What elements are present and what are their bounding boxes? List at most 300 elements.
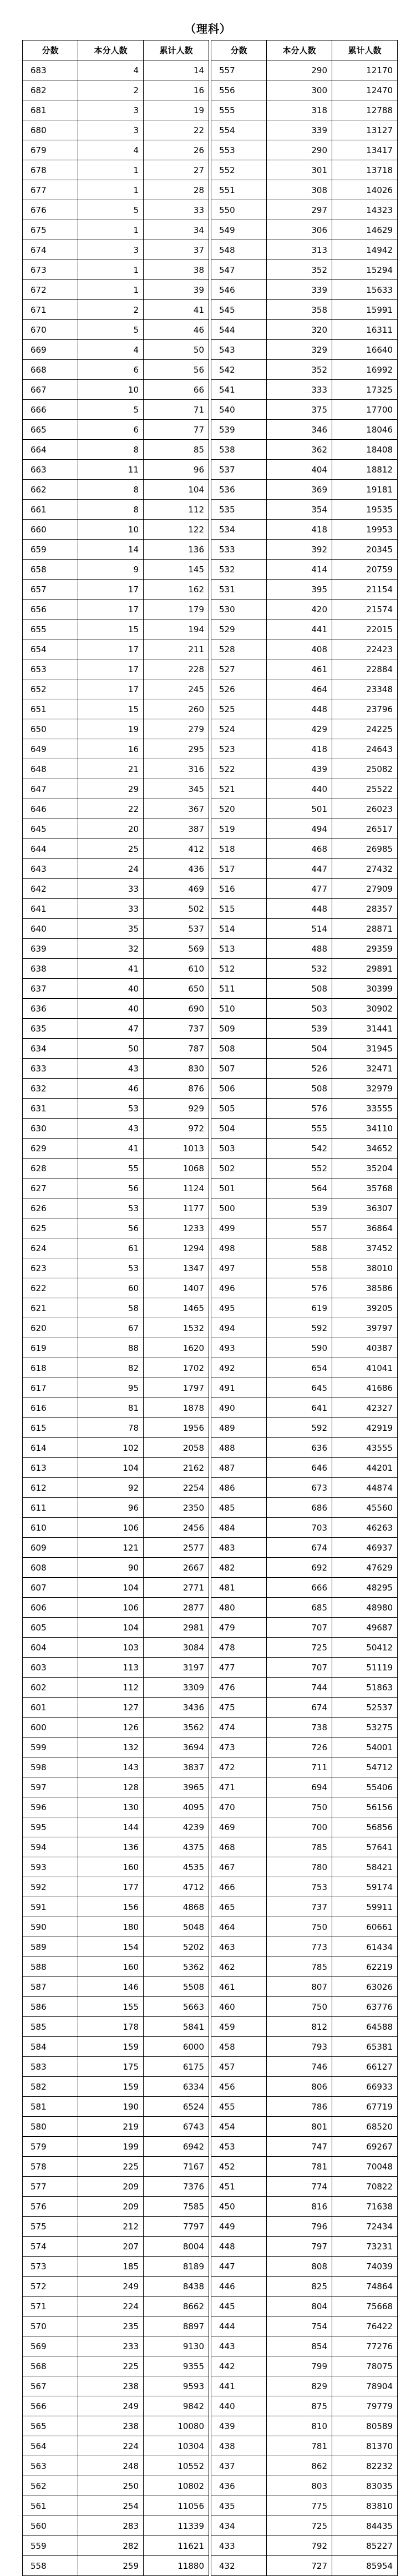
table-row	[23, 2536, 209, 2556]
table-row	[23, 1338, 209, 1358]
cell-count: 392	[267, 540, 332, 560]
cell-cumulative: 15991	[332, 300, 398, 320]
cell-count: 106	[78, 1598, 144, 1618]
cell-cumulative: 972	[144, 1119, 209, 1139]
cell-count: 6	[78, 360, 144, 380]
cell-cumulative: 46937	[332, 1538, 398, 1558]
cell-score: 551	[211, 180, 267, 200]
table-row	[23, 659, 209, 679]
cell-count: 785	[267, 1957, 332, 1977]
cell-count: 177	[78, 1877, 144, 1897]
cell-count: 22	[78, 799, 144, 819]
cell-count: 781	[267, 2436, 332, 2456]
cell-count: 155	[78, 1997, 144, 2017]
cell-score: 519	[211, 819, 267, 839]
cell-cumulative: 32471	[332, 1059, 398, 1079]
cell-score: 605	[23, 1618, 78, 1638]
cell-cumulative: 537	[144, 919, 209, 939]
cell-cumulative: 44201	[332, 1458, 398, 1478]
cell-score: 539	[211, 420, 267, 440]
table-row	[23, 2296, 209, 2316]
cell-cumulative: 1177	[144, 1198, 209, 1218]
table-row	[211, 799, 398, 819]
cell-count: 238	[78, 2376, 144, 2396]
table-row	[23, 440, 209, 460]
cell-score: 445	[211, 2296, 267, 2316]
table-row	[211, 2197, 398, 2217]
cell-count: 15	[78, 699, 144, 719]
cell-cumulative: 60661	[332, 1917, 398, 1937]
cell-count: 9	[78, 560, 144, 580]
cell-cumulative: 30399	[332, 979, 398, 999]
table-row	[23, 979, 209, 999]
table-row	[211, 739, 398, 759]
cell-count: 41	[78, 959, 144, 979]
cell-cumulative: 8004	[144, 2237, 209, 2257]
cell-score: 463	[211, 1937, 267, 1957]
table-row	[23, 699, 209, 719]
cell-cumulative: 4712	[144, 1877, 209, 1897]
table-row	[211, 180, 398, 200]
cell-score: 442	[211, 2356, 267, 2376]
table-row	[23, 1498, 209, 1518]
cell-score: 647	[23, 779, 78, 799]
cell-score: 460	[211, 1997, 267, 2017]
cell-cumulative: 6942	[144, 2137, 209, 2157]
table-row	[23, 1059, 209, 1079]
table-row	[211, 1777, 398, 1797]
cell-cumulative: 5841	[144, 2017, 209, 2037]
table-row	[211, 1877, 398, 1897]
table-row	[211, 1178, 398, 1198]
cell-cumulative: 34652	[332, 1139, 398, 1159]
cell-count: 1	[78, 180, 144, 200]
table-row	[23, 520, 209, 540]
cell-cumulative: 279	[144, 719, 209, 739]
cell-count: 249	[78, 2396, 144, 2416]
cell-score: 509	[211, 1019, 267, 1039]
cell-cumulative: 67719	[332, 2097, 398, 2117]
table-row	[23, 1119, 209, 1139]
cell-score: 649	[23, 739, 78, 759]
cell-cumulative: 54712	[332, 1757, 398, 1777]
cell-cumulative: 81370	[332, 2436, 398, 2456]
cell-score: 468	[211, 1837, 267, 1857]
table-row	[23, 639, 209, 659]
cell-cumulative: 502	[144, 899, 209, 919]
cell-count: 588	[267, 1238, 332, 1258]
cell-count: 501	[267, 799, 332, 819]
table-row	[211, 1937, 398, 1957]
cell-cumulative: 17325	[332, 380, 398, 400]
cell-count: 20	[78, 819, 144, 839]
table-row	[23, 1678, 209, 1698]
cell-score: 565	[23, 2416, 78, 2436]
table-row	[211, 1378, 398, 1398]
table-row	[211, 1318, 398, 1338]
cell-count: 47	[78, 1019, 144, 1039]
cell-cumulative: 245	[144, 679, 209, 699]
cell-count: 19	[78, 719, 144, 739]
table-row	[23, 2396, 209, 2416]
table-row	[211, 360, 398, 380]
cell-score: 545	[211, 300, 267, 320]
table-row	[23, 1598, 209, 1618]
cell-score: 448	[211, 2237, 267, 2257]
header-score: 分数	[211, 40, 267, 60]
cell-cumulative: 4095	[144, 1797, 209, 1817]
cell-score: 524	[211, 719, 267, 739]
cell-cumulative: 12788	[332, 100, 398, 120]
cell-count: 146	[78, 1977, 144, 1997]
table-row	[211, 879, 398, 899]
cell-cumulative: 1797	[144, 1378, 209, 1398]
cell-cumulative: 3309	[144, 1678, 209, 1698]
table-row	[23, 2336, 209, 2356]
cell-score: 469	[211, 1817, 267, 1837]
table-row	[23, 879, 209, 899]
cell-score: 603	[23, 1658, 78, 1678]
table-row	[23, 2137, 209, 2157]
cell-count: 558	[267, 1258, 332, 1278]
cell-cumulative: 14629	[332, 220, 398, 240]
cell-score: 527	[211, 659, 267, 679]
cell-score: 625	[23, 1218, 78, 1238]
cell-cumulative: 6175	[144, 2057, 209, 2077]
cell-cumulative: 41686	[332, 1378, 398, 1398]
cell-cumulative: 929	[144, 1099, 209, 1119]
table-row	[211, 2536, 398, 2556]
cell-score: 594	[23, 1837, 78, 1857]
table-row	[23, 1658, 209, 1678]
cell-score: 663	[23, 460, 78, 480]
cell-score: 566	[23, 2396, 78, 2416]
cell-count: 408	[267, 639, 332, 659]
cell-count: 447	[267, 859, 332, 879]
cell-count: 694	[267, 1777, 332, 1797]
cell-count: 29	[78, 779, 144, 799]
table-row	[23, 220, 209, 240]
cell-score: 535	[211, 500, 267, 520]
cell-cumulative: 41	[144, 300, 209, 320]
table-row	[23, 560, 209, 580]
cell-count: 754	[267, 2316, 332, 2336]
cell-count: 508	[267, 979, 332, 999]
table-row	[211, 80, 398, 100]
cell-cumulative: 11880	[144, 2556, 209, 2576]
table-row	[23, 1698, 209, 1718]
cell-count: 318	[267, 100, 332, 120]
table-row	[23, 2197, 209, 2217]
cell-count: 753	[267, 1877, 332, 1897]
table-row	[23, 380, 209, 400]
page-title: （理科）	[185, 22, 231, 35]
cell-cumulative: 74039	[332, 2257, 398, 2277]
table-row	[23, 1278, 209, 1298]
cell-count: 439	[267, 759, 332, 779]
cell-count: 514	[267, 919, 332, 939]
cell-cumulative: 20759	[332, 560, 398, 580]
cell-count: 725	[267, 2516, 332, 2536]
cell-score: 461	[211, 1977, 267, 1997]
table-row	[23, 480, 209, 500]
cell-count: 128	[78, 1777, 144, 1797]
table-row	[211, 340, 398, 360]
table-row	[23, 1817, 209, 1837]
table-row	[211, 2257, 398, 2277]
cell-cumulative: 37	[144, 240, 209, 260]
cell-cumulative: 3197	[144, 1658, 209, 1678]
cell-count: 112	[78, 1678, 144, 1698]
cell-cumulative: 9355	[144, 2356, 209, 2376]
table-row	[23, 1638, 209, 1658]
cell-count: 792	[267, 2536, 332, 2556]
cell-cumulative: 30902	[332, 999, 398, 1019]
cell-score: 466	[211, 1877, 267, 1897]
cell-cumulative: 6524	[144, 2097, 209, 2117]
table-row	[23, 1418, 209, 1438]
cell-score: 651	[23, 699, 78, 719]
cell-cumulative: 22	[144, 120, 209, 140]
table-row	[211, 1538, 398, 1558]
cell-cumulative: 24225	[332, 719, 398, 739]
cell-score: 562	[23, 2476, 78, 2496]
table-row	[211, 1418, 398, 1438]
cell-cumulative: 42919	[332, 1418, 398, 1438]
cell-count: 539	[267, 1019, 332, 1039]
cell-score: 496	[211, 1278, 267, 1298]
cell-count: 106	[78, 1518, 144, 1538]
cell-cumulative: 112	[144, 500, 209, 520]
cell-cumulative: 2771	[144, 1578, 209, 1598]
cell-count: 82	[78, 1358, 144, 1378]
cell-count: 429	[267, 719, 332, 739]
cell-score: 559	[23, 2536, 78, 2556]
cell-count: 5	[78, 400, 144, 420]
cell-count: 557	[267, 1218, 332, 1238]
cell-count: 58	[78, 1298, 144, 1318]
cell-count: 806	[267, 2077, 332, 2097]
cell-score: 593	[23, 1857, 78, 1877]
cell-score: 683	[23, 60, 78, 80]
cell-cumulative: 28871	[332, 919, 398, 939]
table-row	[211, 2057, 398, 2077]
cell-cumulative: 69267	[332, 2137, 398, 2157]
table-row	[23, 80, 209, 100]
cell-count: 224	[78, 2436, 144, 2456]
cell-count: 143	[78, 1757, 144, 1777]
table-row	[23, 1737, 209, 1757]
cell-score: 481	[211, 1578, 267, 1598]
cell-count: 238	[78, 2416, 144, 2436]
cell-cumulative: 8438	[144, 2277, 209, 2296]
table-row	[211, 1238, 398, 1258]
table-row	[23, 899, 209, 919]
cell-cumulative: 70048	[332, 2157, 398, 2177]
cell-score: 592	[23, 1877, 78, 1897]
cell-count: 306	[267, 220, 332, 240]
table-row	[23, 240, 209, 260]
cell-cumulative: 16311	[332, 320, 398, 340]
cell-score: 588	[23, 1957, 78, 1977]
cell-cumulative: 76422	[332, 2316, 398, 2336]
cell-cumulative: 3084	[144, 1638, 209, 1658]
cell-cumulative: 7797	[144, 2217, 209, 2237]
cell-score: 621	[23, 1298, 78, 1318]
table-row	[23, 2476, 209, 2496]
cell-score: 561	[23, 2496, 78, 2516]
table-row	[23, 460, 209, 480]
cell-cumulative: 36307	[332, 1198, 398, 1218]
cell-score: 587	[23, 1977, 78, 1997]
cell-score: 662	[23, 480, 78, 500]
table-row	[211, 839, 398, 859]
cell-cumulative: 78904	[332, 2376, 398, 2396]
table-row	[211, 1278, 398, 1298]
cell-score: 450	[211, 2197, 267, 2217]
cell-score: 470	[211, 1797, 267, 1817]
cell-cumulative: 43555	[332, 1438, 398, 1458]
cell-cumulative: 27	[144, 160, 209, 180]
cell-cumulative: 37452	[332, 1238, 398, 1258]
table-row	[211, 240, 398, 260]
cell-cumulative: 737	[144, 1019, 209, 1039]
cell-cumulative: 58421	[332, 1857, 398, 1877]
cell-score: 677	[23, 180, 78, 200]
cell-score: 613	[23, 1458, 78, 1478]
cell-cumulative: 52537	[332, 1698, 398, 1718]
cell-cumulative: 16640	[332, 340, 398, 360]
cell-score: 609	[23, 1538, 78, 1558]
cell-score: 572	[23, 2277, 78, 2296]
cell-cumulative: 876	[144, 1079, 209, 1099]
cell-cumulative: 136	[144, 540, 209, 560]
cell-score: 478	[211, 1638, 267, 1658]
table-row	[211, 560, 398, 580]
cell-score: 512	[211, 959, 267, 979]
cell-count: 21	[78, 759, 144, 779]
cell-count: 674	[267, 1538, 332, 1558]
cell-count: 56	[78, 1178, 144, 1198]
table-row	[23, 1318, 209, 1338]
cell-count: 825	[267, 2277, 332, 2296]
cell-score: 447	[211, 2257, 267, 2277]
table-row	[23, 2117, 209, 2137]
cell-count: 53	[78, 1258, 144, 1278]
table-row	[23, 2157, 209, 2177]
cell-score: 502	[211, 1159, 267, 1178]
cell-cumulative: 22015	[332, 619, 398, 639]
cell-score: 608	[23, 1558, 78, 1578]
cell-cumulative: 96	[144, 460, 209, 480]
cell-count: 190	[78, 2097, 144, 2117]
cell-count: 744	[267, 1678, 332, 1698]
table-row	[211, 1977, 398, 1997]
table-header-row	[23, 40, 209, 60]
cell-score: 618	[23, 1358, 78, 1378]
cell-cumulative: 14323	[332, 200, 398, 220]
cell-cumulative: 36864	[332, 1218, 398, 1238]
cell-count: 55	[78, 1159, 144, 1178]
cell-score: 474	[211, 1718, 267, 1737]
cell-score: 552	[211, 160, 267, 180]
cell-cumulative: 68520	[332, 2117, 398, 2137]
cell-cumulative: 19181	[332, 480, 398, 500]
cell-count: 17	[78, 599, 144, 619]
table-row	[23, 1258, 209, 1278]
cell-cumulative: 73231	[332, 2237, 398, 2257]
cell-cumulative: 64588	[332, 2017, 398, 2037]
cell-score: 538	[211, 440, 267, 460]
cell-cumulative: 367	[144, 799, 209, 819]
cell-count: 248	[78, 2456, 144, 2476]
cell-count: 17	[78, 639, 144, 659]
table-row	[211, 160, 398, 180]
cell-score: 612	[23, 1478, 78, 1498]
cell-cumulative: 38586	[332, 1278, 398, 1298]
cell-count: 56	[78, 1218, 144, 1238]
cell-cumulative: 1233	[144, 1218, 209, 1238]
cell-cumulative: 19953	[332, 520, 398, 540]
cell-score: 586	[23, 1997, 78, 2017]
table-row	[211, 979, 398, 999]
cell-count: 797	[267, 2237, 332, 2257]
table-row	[211, 2416, 398, 2436]
cell-cumulative: 35768	[332, 1178, 398, 1198]
table-row	[211, 420, 398, 440]
cell-count: 8	[78, 440, 144, 460]
cell-score: 517	[211, 859, 267, 879]
cell-score: 482	[211, 1558, 267, 1578]
table-row	[23, 2077, 209, 2097]
cell-cumulative: 27909	[332, 879, 398, 899]
cell-score: 435	[211, 2496, 267, 2516]
table-row	[211, 520, 398, 540]
cell-score: 657	[23, 580, 78, 599]
cell-cumulative: 39797	[332, 1318, 398, 1338]
table-row	[211, 60, 398, 80]
table-row	[211, 260, 398, 280]
cell-score: 580	[23, 2117, 78, 2137]
cell-cumulative: 23796	[332, 699, 398, 719]
cell-cumulative: 260	[144, 699, 209, 719]
cell-cumulative: 31945	[332, 1039, 398, 1059]
cell-cumulative: 2981	[144, 1618, 209, 1638]
cell-cumulative: 84435	[332, 2516, 398, 2536]
header-cumulative: 累计人数	[144, 40, 209, 60]
cell-count: 799	[267, 2356, 332, 2376]
cell-score: 549	[211, 220, 267, 240]
cell-count: 750	[267, 1917, 332, 1937]
cell-cumulative: 145	[144, 560, 209, 580]
cell-score: 604	[23, 1638, 78, 1658]
table-row	[211, 1957, 398, 1977]
cell-score: 596	[23, 1797, 78, 1817]
cell-count: 301	[267, 160, 332, 180]
table-row	[211, 1817, 398, 1837]
table-row	[211, 2097, 398, 2117]
cell-cumulative: 24643	[332, 739, 398, 759]
cell-count: 3	[78, 120, 144, 140]
table-row	[23, 2356, 209, 2376]
table-row	[211, 1897, 398, 1917]
cell-count: 686	[267, 1498, 332, 1518]
cell-cumulative: 3837	[144, 1757, 209, 1777]
cell-count: 793	[267, 2037, 332, 2057]
table-row	[23, 599, 209, 619]
cell-count: 127	[78, 1698, 144, 1718]
cell-count: 461	[267, 659, 332, 679]
